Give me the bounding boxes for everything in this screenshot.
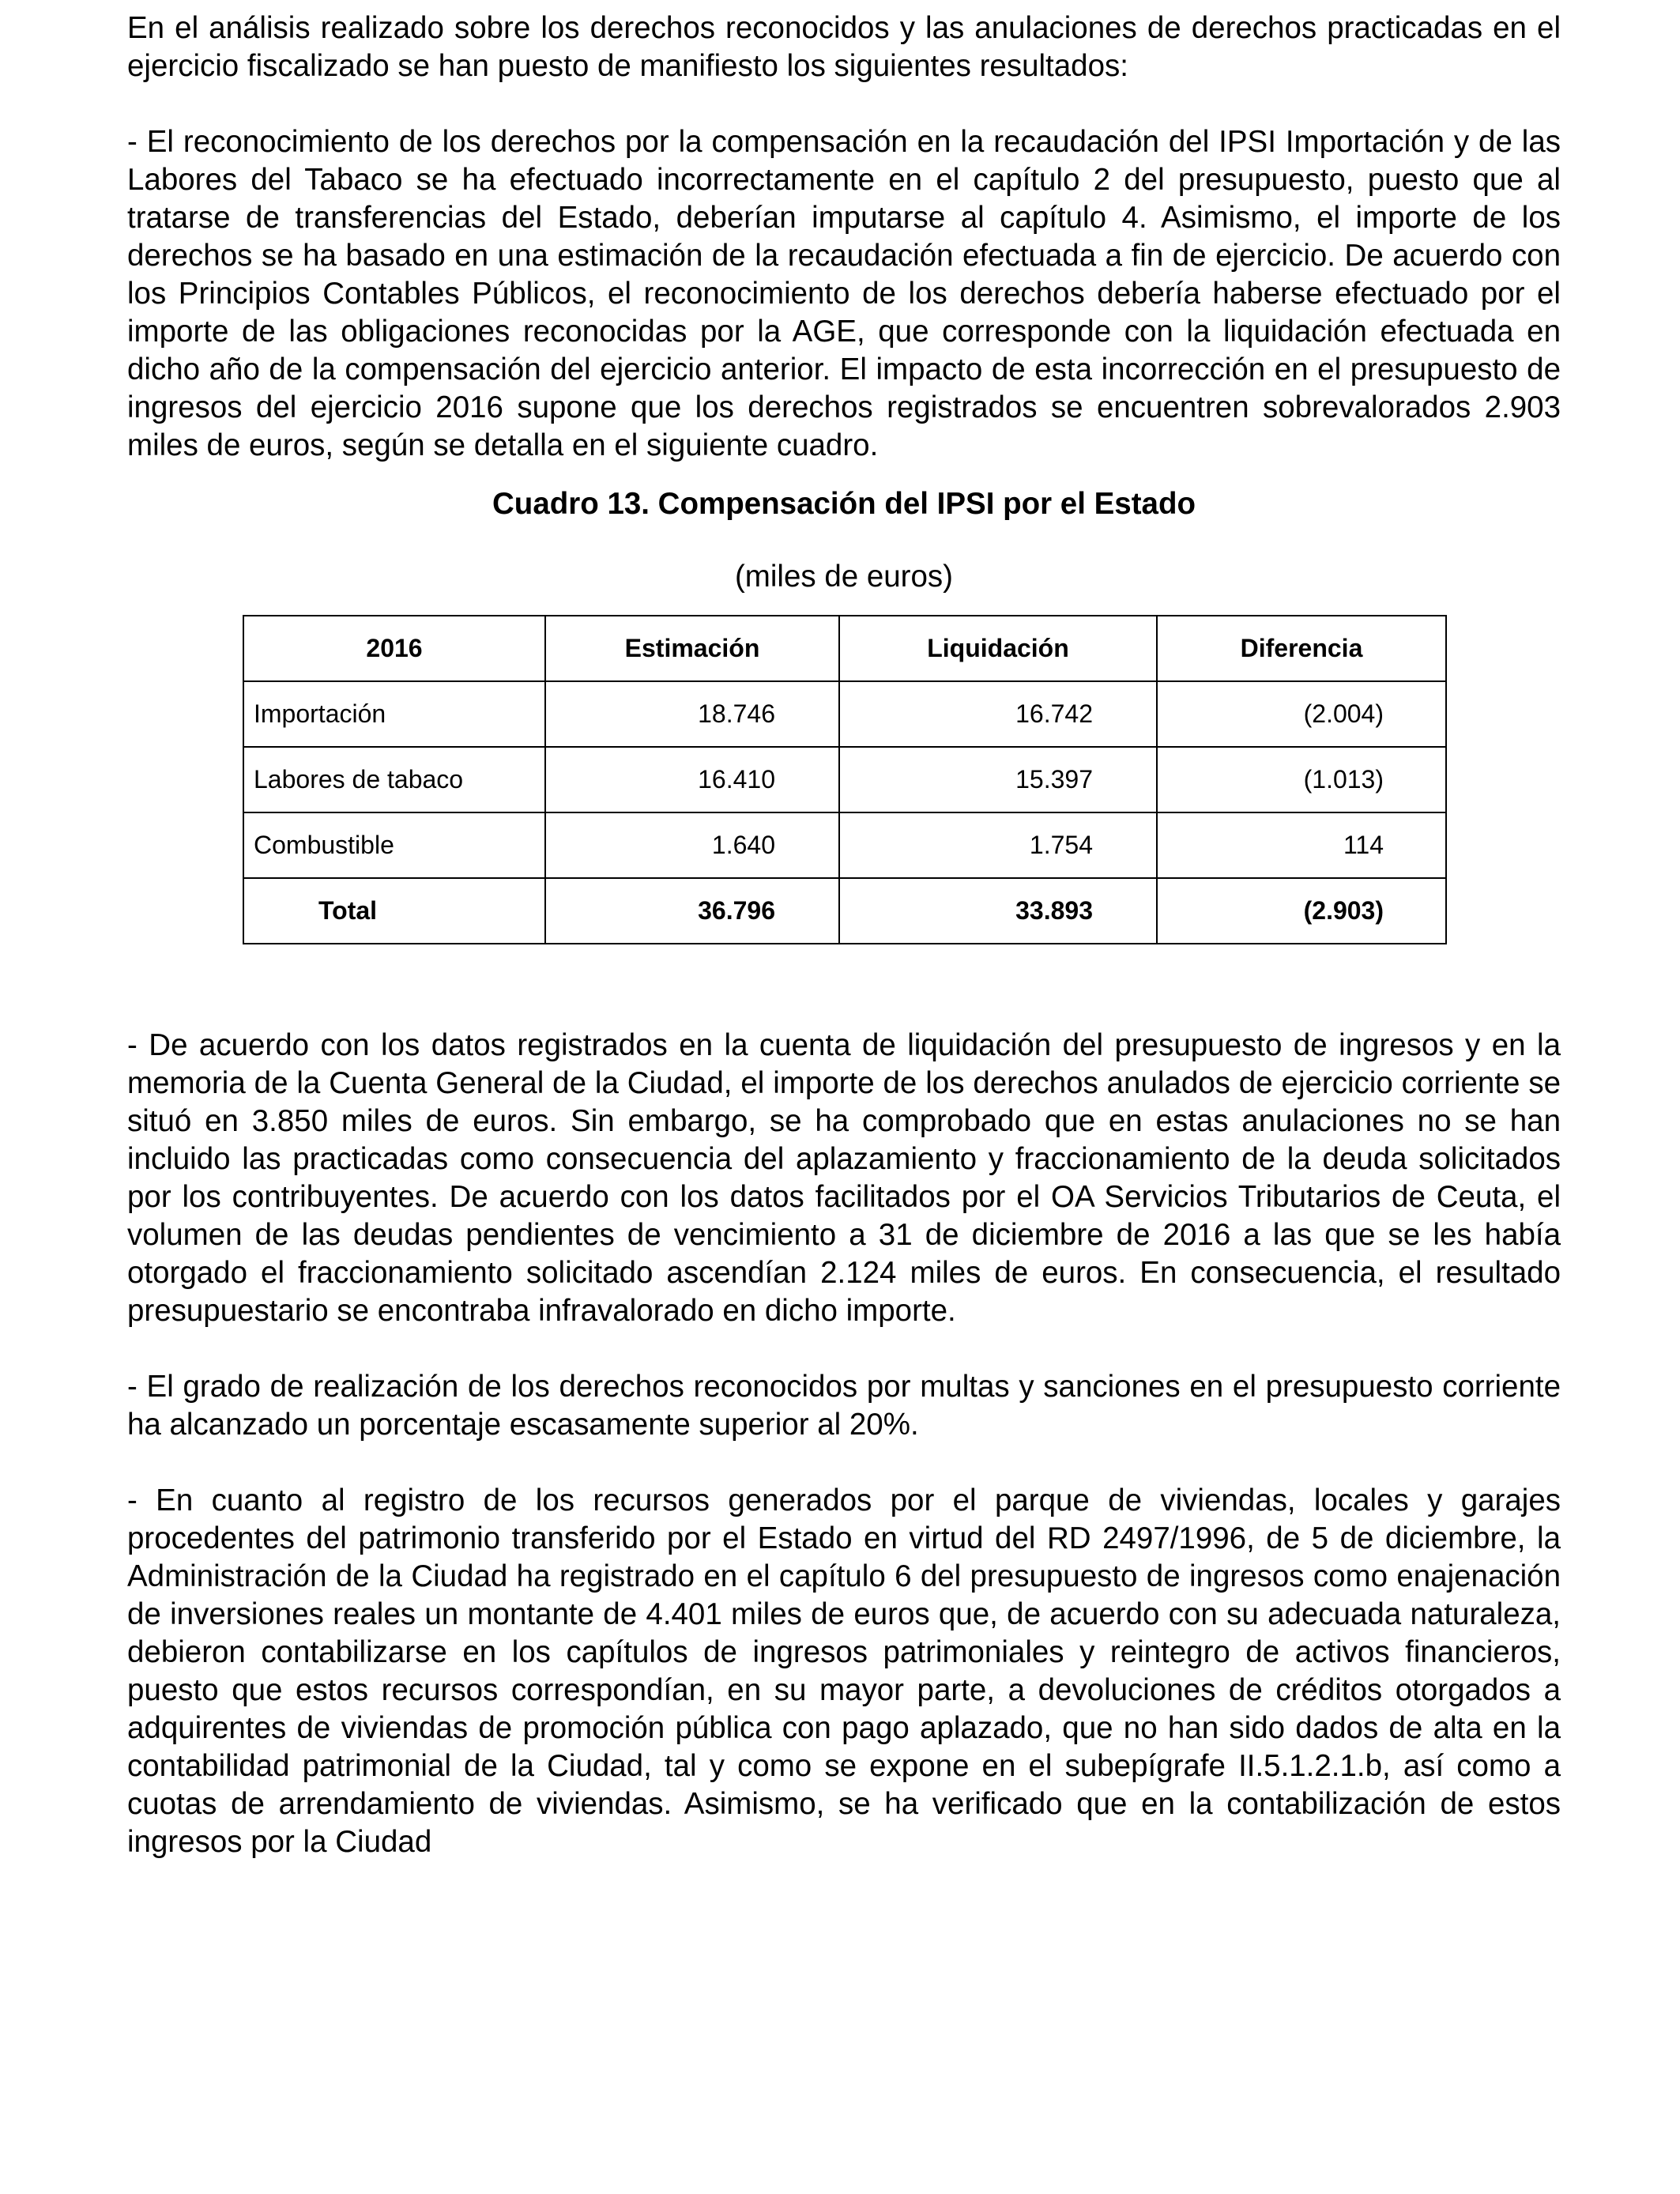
total-liquidacion: 33.893 <box>839 878 1157 944</box>
cell-estimacion: 16.410 <box>545 747 839 812</box>
table-row <box>243 681 1446 747</box>
cell-liquidacion: 16.742 <box>839 681 1157 747</box>
table-total-row <box>243 878 1446 944</box>
cell-diferencia: (1.013) <box>1157 747 1446 812</box>
cell-liquidacion: 1.754 <box>839 812 1157 878</box>
header-diferencia: Diferencia <box>1157 616 1446 681</box>
header-year: 2016 <box>243 616 545 681</box>
cell-estimacion: 1.640 <box>545 812 839 878</box>
table-units: (miles de euros) <box>734 560 953 594</box>
table-row <box>243 812 1446 878</box>
viviendas-paragraph: - En cuanto al registro de los recursos generados por el parque de viviendas, locales y garajes procedentes del patrimonio transferido por el Estado en virtud del RD 2497/1996, de 5 de diciembre, la Administración de la Ciudad ha registrado en el capítulo 6 del presupuesto de ingresos como enajenación de inversiones reales un montante de 4.401 miles de euros que, de acuerdo con su adecuada naturaleza, debieron contabilizarse en los capítulos de ingresos patrimoniales y reintegro de activos financieros, puesto que estos recursos correspondían, en su mayor parte, a devoluciones de créditos otorgados a adquirentes de viviendas de promoción pública con pago aplazado, que no han sido dados de alta en la contabilidad patrimonial de la Ciudad, tal y como se expone en el subepígrafe II.5.1.2.1.b, así como a cuotas de arrendamiento de viviendas. Asimismo, se ha verificado que en la contabilización de estos ingresos por la Ciudad <box>127 1483 1561 1859</box>
intro-paragraph: En el análisis realizado sobre los derechos reconocidos y las anulaciones de derechos practicadas en el ejercicio fiscalizado se han puesto de manifiesto los siguientes resultados: <box>127 11 1561 83</box>
table-title: Cuadro 13. Compensación del IPSI por el Estado <box>492 487 1196 521</box>
paragraph-gap <box>127 85 1561 123</box>
paragraph-gap <box>127 1330 1561 1368</box>
table-row <box>243 747 1446 812</box>
row-label: Combustible <box>243 812 545 878</box>
header-estimacion: Estimación <box>545 616 839 681</box>
document-page <box>127 9 1561 1861</box>
header-liquidacion: Liquidación <box>839 616 1157 681</box>
total-estimacion: 36.796 <box>545 878 839 944</box>
anulaciones-paragraph: - De acuerdo con los datos registrados en la cuenta de liquidación del presupuesto de ingresos y en la memoria de la Cuenta General de la Ciudad, el importe de los derechos anulados de ejercicio corriente se situó en 3.850 miles de euros. Sin embargo, se ha comprobado que en estas anulaciones no se han incluido las practicadas como consecuencia del aplazamiento y fraccionamiento de la deuda solicitados por los contribuyentes. De acuerdo con los datos facilitados por el OA Servicios Tributarios de Ceuta, el volumen de las deudas pendientes de vencimiento a 31 de diciembre de 2016 a las que se les había otorgado el fraccionamiento solicitado ascendían 2.124 miles de euros. En consecuencia, el resultado presupuestario se encontraba infravalorado en dicho importe. <box>127 1028 1561 1328</box>
cell-estimacion: 18.746 <box>545 681 839 747</box>
multas-paragraph: - El grado de realización de los derechos reconocidos por multas y sanciones en el presupuesto corriente ha alcanzado un porcentaje escasamente superior al 20%. <box>127 1370 1561 1442</box>
row-label: Importación <box>243 681 545 747</box>
table-header-row <box>243 616 1446 681</box>
ipsi-paragraph: - El reconocimiento de los derechos por la compensación en la recaudación del IPSI Importación y de las Labores del Tabaco se ha efectuado incorrectamente en el capítulo 2 del presupuesto, puesto que al tratarse de transferencias del Estado, deberían imputarse al capítulo 4. Asimismo, el importe de los derechos se ha basado en una estimación de la recaudación efectuada a fin de ejercicio. De acuerdo con los Principios Contables Públicos, el reconocimiento de los derechos debería haberse efectuado por el importe de las obligaciones reconocidas por la AGE, que corresponde con la liquidación efectuada en dicho año de la compensación del ejercicio anterior. El impacto de esta incorrección en el presupuesto de ingresos del ejercicio 2016 supone que los derechos registrados se encuentren sobrevalorados 2.903 miles de euros, según se detalla en el siguiente cuadro. <box>127 125 1561 462</box>
cell-liquidacion: 15.397 <box>839 747 1157 812</box>
row-label: Labores de tabaco <box>243 747 545 812</box>
total-label: Total <box>243 878 545 944</box>
total-diferencia: (2.903) <box>1157 878 1446 944</box>
paragraph-gap <box>127 1444 1561 1482</box>
ipsi-compensation-table <box>243 615 1447 944</box>
cell-diferencia: (2.004) <box>1157 681 1446 747</box>
cell-diferencia: 114 <box>1157 812 1446 878</box>
